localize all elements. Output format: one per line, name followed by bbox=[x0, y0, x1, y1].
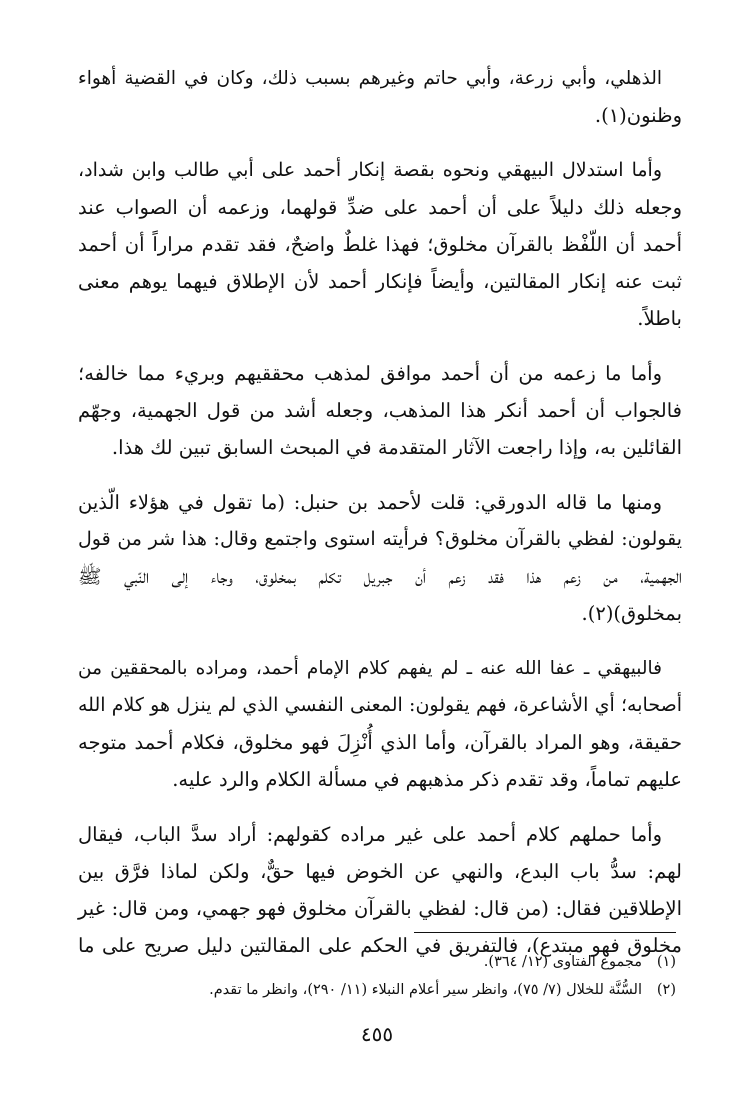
text-line: باطلاً. bbox=[637, 307, 682, 330]
paragraph bbox=[78, 152, 682, 337]
text-line: أصحابه؛ أي الأشاعرة، فهم يقولون: المعنى النفسي الذي لم ينزل هو كلام الله bbox=[78, 694, 682, 716]
text-line: فالبيهقي ـ عفا الله عنه ـ لم يفهم كلام الإمام أحمد، ومراده بالمحققين من bbox=[78, 658, 662, 679]
text-line: ومنها ما قاله الدورقي: قلت لأحمد بن حنبل: (ما تقول في هؤلاء الّذين bbox=[78, 491, 662, 514]
text-line: بمخلوق)(٢). bbox=[581, 602, 682, 625]
text-line: وأما ما زعمه من أن أحمد موافق لمذهب محققيهم وبريء مما خالفه؛ bbox=[78, 362, 662, 385]
footnote-number: (٢) bbox=[656, 982, 676, 998]
text-line: ثبت عنه إنكار المقالتين، وأيضاً فإنكار أحمد لأن الإطلاق فيهما يوهم معنى bbox=[78, 270, 682, 293]
footnote-text: مجموع الفتاوى (١٢/ ٣٦٤). bbox=[483, 954, 642, 970]
footnote-1 bbox=[78, 948, 676, 976]
text-line: لهم: سدُّ باب البدع، والنهي عن الخوض فيها حقٌّ، ولكن لماذا فرَّق بين bbox=[78, 860, 682, 883]
paragraph bbox=[78, 355, 682, 466]
paragraph bbox=[78, 650, 682, 798]
paragraph bbox=[78, 60, 682, 134]
text-line: مخلوق فهو مبتدع)، فالتفريق في الحكم على المقالتين دليل صريح على ما bbox=[78, 934, 682, 957]
page-number: ٤٥٥ bbox=[360, 1022, 394, 1046]
text-line: وجعله ذلك دليلاً على أن أحمد على ضدِّ قولهما، وزعمه أن الصواب عند bbox=[78, 196, 682, 219]
text-line: الذهلي، وأبي زرعة، وأبي حاتم وغيرهم بسبب ذلك، وكان في القضية أهواء bbox=[78, 68, 662, 89]
text-line: فالجواب أن أحمد أنكر هذا المذهب، وجعله أشد من قول الجهمية، وجهّم bbox=[78, 399, 682, 422]
text-line: الجهمية، من زعم هذا فقد زعم أن جبريل تكلم بمخلوق، وجاء إلى النّبي ﷺ bbox=[78, 565, 682, 588]
text-line: وأما استدلال البيهقي ونحوه بقصة إنكار أحمد على أبي طالب وابن شداد، bbox=[78, 159, 662, 181]
footnote-number: (١) bbox=[656, 954, 676, 970]
text-line: وظنون(١). bbox=[594, 104, 682, 127]
text-line: يقولون: لفظي بالقرآن مخلوق؟ فرأيته استوى واجتمع وقال: هذا شر من قول bbox=[78, 528, 682, 550]
footnote-2 bbox=[78, 976, 676, 1004]
text-line: الإطلاقين فقال: (من قال: لفظي بالقرآن مخلوق فهو جهمي، ومن قال: غير bbox=[78, 897, 682, 920]
text-line: عليهم تماماً، وقد تقدم ذكر مذهبهم في مسألة الكلام والرد عليه. bbox=[172, 768, 682, 791]
body-text bbox=[78, 60, 682, 964]
text-line: القائلين به، وإذا راجعت الآثار المتقدمة في المبحث السابق تبين لك هذا. bbox=[111, 436, 682, 459]
text-line: حقيقة، وهو المراد بالقرآن، وأما الذي أُنْزِلَ فهو مخلوق، فكلام أحمد متوجه bbox=[78, 731, 682, 754]
text-line: وأما حملهم كلام أحمد على غير مراده كقولهم: أراد سدَّ الباب، فيقال bbox=[78, 823, 662, 846]
paragraph bbox=[78, 484, 682, 632]
paragraph bbox=[78, 816, 682, 964]
footnotes bbox=[78, 948, 676, 1004]
footnote-text: السُّنَّة للخلال (٧/ ٧٥)، وانظر سير أعلام النبلاء (١١/ ٢٩٠)، وانظر ما تقدم. bbox=[209, 982, 642, 998]
text-line: أحمد أن اللّفْظ بالقرآن مخلوق؛ فهذا غلطٌ واضحٌ، فقد تقدم مراراً أن أحمد bbox=[78, 233, 682, 256]
footnote-separator bbox=[414, 932, 676, 933]
